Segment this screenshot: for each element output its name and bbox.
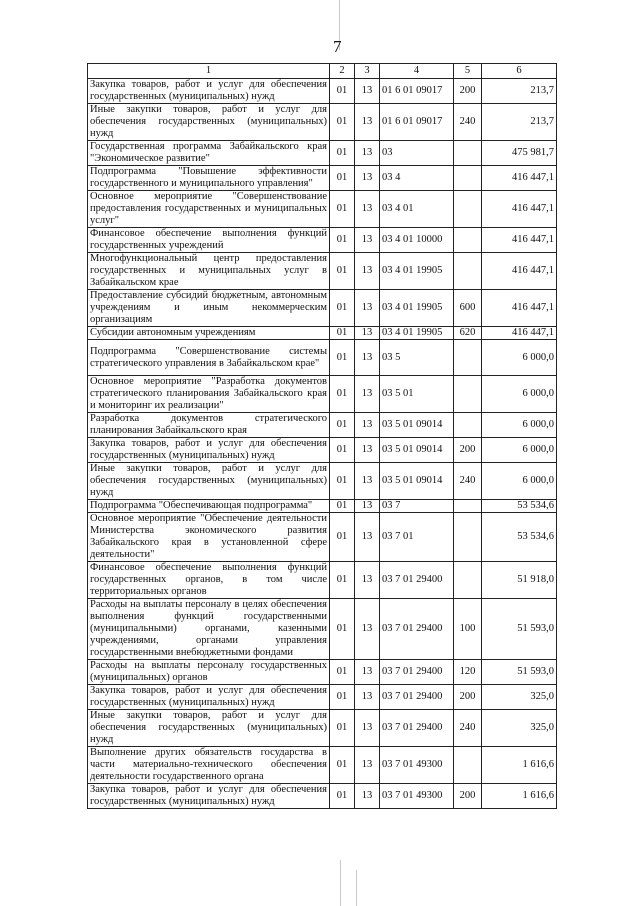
row-subsection-cell: 13 [355, 513, 380, 562]
row-amount-cell: 1 616,6 [482, 747, 557, 784]
row-section-cell: 01 [330, 228, 355, 253]
row-name-cell: Субсидии автономным учреждениям [88, 327, 330, 340]
row-subsection-cell: 13 [355, 500, 380, 513]
row-expense-type-cell [454, 500, 482, 513]
row-section-cell: 01 [330, 166, 355, 191]
row-subsection-cell: 13 [355, 413, 380, 438]
row-amount-cell: 325,0 [482, 685, 557, 710]
row-expense-type-cell [454, 141, 482, 166]
row-expense-type-cell: 240 [454, 104, 482, 141]
row-amount-cell: 416 447,1 [482, 290, 557, 327]
row-expense-type-cell [454, 253, 482, 290]
table-row [88, 141, 557, 166]
row-section-cell: 01 [330, 376, 355, 413]
table-header-row [88, 64, 557, 79]
row-expense-type-cell [454, 747, 482, 784]
table-row [88, 599, 557, 660]
row-name-cell: Закупка товаров, работ и услуг для обеспечения государственных (муниципальных) нужд [88, 438, 330, 463]
row-subsection-cell: 13 [355, 710, 380, 747]
row-amount-cell: 416 447,1 [482, 228, 557, 253]
row-amount-cell: 416 447,1 [482, 253, 557, 290]
header-col-2: 2 [330, 64, 355, 79]
table-row [88, 463, 557, 500]
row-section-cell: 01 [330, 79, 355, 104]
row-name-cell: Закупка товаров, работ и услуг для обеспечения государственных (муниципальных) нужд [88, 79, 330, 104]
row-amount-cell: 51 593,0 [482, 599, 557, 660]
row-target-code-cell: 03 7 01 29400 [380, 599, 454, 660]
row-expense-type-cell [454, 376, 482, 413]
row-subsection-cell: 13 [355, 438, 380, 463]
row-subsection-cell: 13 [355, 166, 380, 191]
scan-line-bottom [340, 860, 341, 906]
row-target-code-cell: 03 5 01 09014 [380, 438, 454, 463]
row-section-cell: 01 [330, 747, 355, 784]
row-subsection-cell: 13 [355, 290, 380, 327]
row-name-cell: Многофункциональный центр предоставления государственных и муниципальных услуг в Забайкальском крае [88, 253, 330, 290]
row-target-code-cell: 01 6 01 09017 [380, 104, 454, 141]
table-row [88, 747, 557, 784]
row-name-cell: Закупка товаров, работ и услуг для обеспечения государственных (муниципальных) нужд [88, 685, 330, 710]
row-name-cell: Выполнение других обязательств государства в части материально-технического обеспечения деятельности государственного органа [88, 747, 330, 784]
row-expense-type-cell: 200 [454, 79, 482, 104]
row-subsection-cell: 13 [355, 376, 380, 413]
row-amount-cell: 53 534,6 [482, 500, 557, 513]
row-name-cell: Основное мероприятие "Обеспечение деятельности Министерства экономического развития Забайкальского края в установленной сфере деятельности" [88, 513, 330, 562]
row-amount-cell: 6 000,0 [482, 463, 557, 500]
header-col-3: 3 [355, 64, 380, 79]
row-subsection-cell: 13 [355, 104, 380, 141]
row-name-cell: Закупка товаров, работ и услуг для обеспечения государственных (муниципальных) нужд [88, 784, 330, 809]
row-subsection-cell: 13 [355, 79, 380, 104]
row-name-cell: Расходы на выплаты персоналу государственных (муниципальных) органов [88, 660, 330, 685]
row-subsection-cell: 13 [355, 784, 380, 809]
row-name-cell: Иные закупки товаров, работ и услуг для обеспечения государственных (муниципальных) нужд [88, 104, 330, 141]
row-name-cell: Подпрограмма "Повышение эффективности государственного и муниципального управления" [88, 166, 330, 191]
row-subsection-cell: 13 [355, 685, 380, 710]
table-row [88, 438, 557, 463]
row-expense-type-cell: 200 [454, 438, 482, 463]
row-subsection-cell: 13 [355, 191, 380, 228]
row-section-cell: 01 [330, 438, 355, 463]
table-row [88, 376, 557, 413]
row-target-code-cell: 03 4 [380, 166, 454, 191]
row-subsection-cell: 13 [355, 141, 380, 166]
header-col-4: 4 [380, 64, 454, 79]
row-target-code-cell: 03 7 01 49300 [380, 747, 454, 784]
row-amount-cell: 213,7 [482, 104, 557, 141]
row-amount-cell: 6 000,0 [482, 413, 557, 438]
row-subsection-cell: 13 [355, 562, 380, 599]
table-row [88, 340, 557, 376]
table-row [88, 79, 557, 104]
row-target-code-cell: 01 6 01 09017 [380, 79, 454, 104]
row-name-cell: Разработка документов стратегического планирования Забайкальского края [88, 413, 330, 438]
row-expense-type-cell: 600 [454, 290, 482, 327]
row-subsection-cell: 13 [355, 747, 380, 784]
row-expense-type-cell: 100 [454, 599, 482, 660]
row-section-cell: 01 [330, 327, 355, 340]
row-section-cell: 01 [330, 413, 355, 438]
table-row [88, 253, 557, 290]
row-amount-cell: 416 447,1 [482, 327, 557, 340]
row-expense-type-cell [454, 166, 482, 191]
row-amount-cell: 416 447,1 [482, 166, 557, 191]
table-row [88, 685, 557, 710]
table-row [88, 710, 557, 747]
table-row [88, 562, 557, 599]
row-section-cell: 01 [330, 513, 355, 562]
row-subsection-cell: 13 [355, 327, 380, 340]
row-section-cell: 01 [330, 340, 355, 376]
row-section-cell: 01 [330, 660, 355, 685]
row-target-code-cell: 03 7 [380, 500, 454, 513]
row-amount-cell: 6 000,0 [482, 376, 557, 413]
row-amount-cell: 475 981,7 [482, 141, 557, 166]
row-amount-cell: 51 593,0 [482, 660, 557, 685]
row-target-code-cell: 03 4 01 19905 [380, 253, 454, 290]
row-name-cell: Подпрограмма "Обеспечивающая подпрограмма" [88, 500, 330, 513]
row-name-cell: Государственная программа Забайкальского края "Экономическое развитие" [88, 141, 330, 166]
page-number: 7 [333, 37, 342, 56]
row-name-cell: Финансовое обеспечение выполнения функций государственных органов, в том числе территориальных органов [88, 562, 330, 599]
scan-line-bottom-2 [356, 870, 357, 906]
row-expense-type-cell [454, 191, 482, 228]
row-name-cell: Иные закупки товаров, работ и услуг для обеспечения государственных (муниципальных) нужд [88, 463, 330, 500]
row-subsection-cell: 13 [355, 463, 380, 500]
row-section-cell: 01 [330, 562, 355, 599]
table-row [88, 327, 557, 340]
table-row [88, 228, 557, 253]
budget-table [87, 63, 557, 809]
row-section-cell: 01 [330, 141, 355, 166]
row-name-cell: Предоставление субсидий бюджетным, автономным учреждениям и иным некоммерческим организациям [88, 290, 330, 327]
row-section-cell: 01 [330, 104, 355, 141]
row-amount-cell: 51 918,0 [482, 562, 557, 599]
row-expense-type-cell: 240 [454, 463, 482, 500]
row-target-code-cell: 03 4 01 19905 [380, 327, 454, 340]
table-row [88, 784, 557, 809]
row-expense-type-cell [454, 340, 482, 376]
row-expense-type-cell [454, 413, 482, 438]
table-row [88, 166, 557, 191]
row-amount-cell: 53 534,6 [482, 513, 557, 562]
row-target-code-cell: 03 4 01 [380, 191, 454, 228]
row-name-cell: Расходы на выплаты персоналу в целях обеспечения выполнения функций государственными (муниципальными) органами, казенными учреждениями, органами управления государственными внебюджетными фондами [88, 599, 330, 660]
row-subsection-cell: 13 [355, 340, 380, 376]
row-subsection-cell: 13 [355, 253, 380, 290]
row-name-cell: Основное мероприятие "Совершенствование предоставления государственных и муниципальных услуг" [88, 191, 330, 228]
row-amount-cell: 6 000,0 [482, 340, 557, 376]
row-expense-type-cell: 120 [454, 660, 482, 685]
row-subsection-cell: 13 [355, 599, 380, 660]
row-expense-type-cell [454, 513, 482, 562]
row-target-code-cell: 03 7 01 29400 [380, 660, 454, 685]
row-amount-cell: 6 000,0 [482, 438, 557, 463]
row-section-cell: 01 [330, 191, 355, 228]
row-target-code-cell: 03 7 01 29400 [380, 685, 454, 710]
row-target-code-cell: 03 5 01 09014 [380, 463, 454, 500]
row-section-cell: 01 [330, 710, 355, 747]
table-row [88, 413, 557, 438]
row-amount-cell: 1 616,6 [482, 784, 557, 809]
row-expense-type-cell [454, 562, 482, 599]
row-amount-cell: 325,0 [482, 710, 557, 747]
row-target-code-cell: 03 7 01 [380, 513, 454, 562]
table-row [88, 290, 557, 327]
row-subsection-cell: 13 [355, 228, 380, 253]
row-target-code-cell: 03 4 01 19905 [380, 290, 454, 327]
row-target-code-cell: 03 4 01 10000 [380, 228, 454, 253]
row-amount-cell: 416 447,1 [482, 191, 557, 228]
row-subsection-cell: 13 [355, 660, 380, 685]
table-row [88, 660, 557, 685]
row-name-cell: Основное мероприятие "Разработка документов стратегического планирования Забайкальского края и мониторинг их реализации" [88, 376, 330, 413]
table-row [88, 500, 557, 513]
row-section-cell: 01 [330, 253, 355, 290]
row-expense-type-cell: 200 [454, 784, 482, 809]
row-target-code-cell: 03 7 01 29400 [380, 710, 454, 747]
row-name-cell: Иные закупки товаров, работ и услуг для обеспечения государственных (муниципальных) нужд [88, 710, 330, 747]
row-section-cell: 01 [330, 463, 355, 500]
row-amount-cell: 213,7 [482, 79, 557, 104]
row-expense-type-cell: 620 [454, 327, 482, 340]
header-col-1: 1 [88, 64, 330, 79]
table-row [88, 104, 557, 141]
row-name-cell: Финансовое обеспечение выполнения функций государственных учреждений [88, 228, 330, 253]
row-expense-type-cell: 240 [454, 710, 482, 747]
row-section-cell: 01 [330, 290, 355, 327]
table-row [88, 513, 557, 562]
row-target-code-cell: 03 5 01 09014 [380, 413, 454, 438]
row-section-cell: 01 [330, 685, 355, 710]
table-row [88, 191, 557, 228]
row-section-cell: 01 [330, 784, 355, 809]
row-target-code-cell: 03 5 01 [380, 376, 454, 413]
row-target-code-cell: 03 7 01 29400 [380, 562, 454, 599]
row-expense-type-cell: 200 [454, 685, 482, 710]
row-target-code-cell: 03 5 [380, 340, 454, 376]
header-col-6: 6 [482, 64, 557, 79]
row-target-code-cell: 03 7 01 49300 [380, 784, 454, 809]
header-col-5: 5 [454, 64, 482, 79]
row-target-code-cell: 03 [380, 141, 454, 166]
row-name-cell: Подпрограмма "Совершенствование системы стратегического управления в Забайкальском крае" [88, 340, 330, 376]
row-expense-type-cell [454, 228, 482, 253]
row-section-cell: 01 [330, 599, 355, 660]
row-section-cell: 01 [330, 500, 355, 513]
